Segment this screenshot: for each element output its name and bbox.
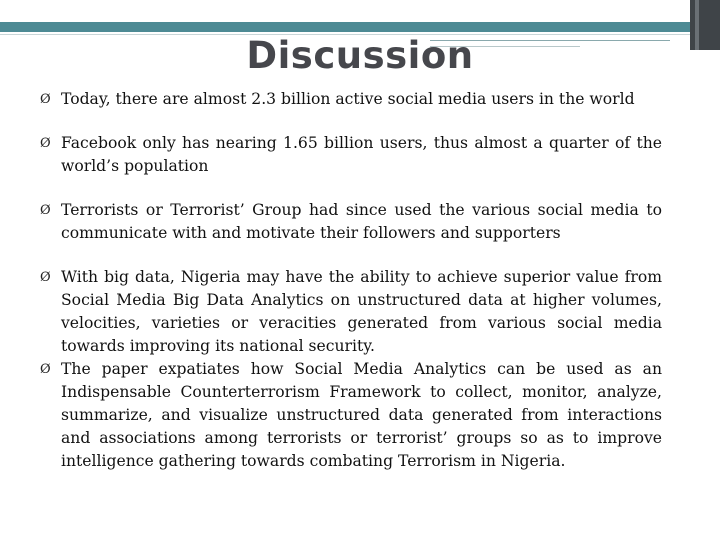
bullet-list <box>40 88 662 473</box>
slide-title: Discussion <box>246 34 474 77</box>
bullet-arrow-icon: Ø <box>40 362 51 377</box>
bullet-item-1 <box>40 88 662 111</box>
bullet-arrow-icon: Ø <box>40 270 51 285</box>
bullet-text-1: Today, there are almost 2.3 billion active social media users in the world <box>61 90 635 108</box>
bullet-text-2: Facebook only has nearing 1.65 billion users, thus almost a quarter of the world’s population <box>61 134 662 175</box>
bullet-text-4: With big data, Nigeria may have the ability to achieve superior value from Social Media Big Data Analytics on unstructured data at higher volumes, velocities, varieties or veracities generated from various social media towards improving its national security. <box>61 268 662 355</box>
bullet-arrow-icon: Ø <box>40 136 51 151</box>
bullet-item-5 <box>40 358 662 473</box>
bullet-item-3 <box>40 199 662 245</box>
top-accent-bar <box>0 22 700 32</box>
bullet-text-5: The paper expatiates how Social Media Analytics can be used as an Indispensable Counterterrorism Framework to collect, monitor, analyze, summarize, and visualize unstructured data generated from interactions and associations among terrorists or terrorist’ groups so as to improve intelligence gathering towards combating Terrorism in Nigeria. <box>61 360 662 470</box>
bullet-item-2 <box>40 132 662 178</box>
bullet-arrow-icon: Ø <box>40 203 51 218</box>
bullet-item-4 <box>40 266 662 358</box>
bullet-arrow-icon: Ø <box>40 92 51 107</box>
bullet-text-3: Terrorists or Terrorist’ Group had since used the various social media to communicate with and motivate their followers and supporters <box>61 201 662 242</box>
